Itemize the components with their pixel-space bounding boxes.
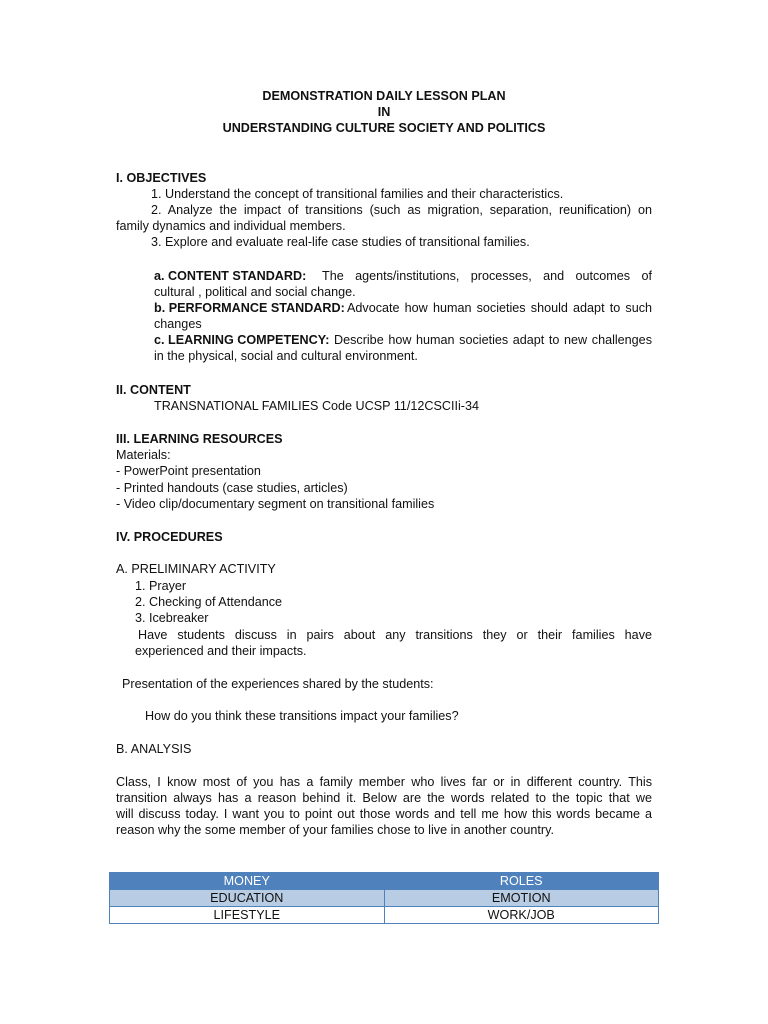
table-row [110, 873, 659, 890]
icebreaker-description-line-1: Have students discuss in pairs about any transitions they or their families have [138, 628, 652, 642]
objective-item-2-line-1: 2. Analyze the impact of transitions (such as migration, separation, reunification) on [151, 203, 652, 217]
learning-competency-label: c. LEARNING COMPETENCY: [154, 333, 330, 347]
procedure-step: 1. Prayer [135, 579, 187, 593]
analysis-paragraph-line: Class, I know most of you has a family member who lives far or in different country. This [116, 775, 652, 789]
table-row [110, 907, 659, 924]
resources-heading: III. LEARNING RESOURCES [116, 432, 283, 446]
content-heading: II. CONTENT [116, 383, 191, 397]
table-row [110, 890, 659, 907]
preliminary-activity-heading: A. PRELIMINARY ACTIVITY [116, 562, 276, 576]
objectives-heading: I. OBJECTIVES [116, 171, 207, 185]
material-item: - PowerPoint presentation [116, 464, 261, 478]
icebreaker-description-line-2: experienced and their impacts. [135, 644, 307, 658]
performance-standard [154, 300, 652, 316]
content-standard-continued: cultural , political and social change. [154, 285, 356, 299]
table-cell: WORK/JOB [384, 907, 659, 924]
analysis-paragraph-line: reason why the some member of your families chose to live in another country. [116, 823, 554, 837]
word-table [109, 872, 659, 924]
content-standard-text: The agents/institutions, processes, and outcomes of [322, 269, 652, 283]
analysis-paragraph-line: transition always has a reason behind it. Below are the words related to the topic that we [116, 791, 652, 805]
procedures-heading: IV. PROCEDURES [116, 530, 223, 544]
content-standard [154, 268, 652, 284]
content-text: TRANSNATIONAL FAMILIES Code UCSP 11/12CSCIIi-34 [154, 399, 479, 413]
performance-standard-label: b. PERFORMANCE STANDARD: [154, 301, 345, 315]
performance-standard-text: Advocate how human societies should adapt to such [347, 301, 652, 315]
objective-item-2-line-2: family dynamics and individual members. [116, 219, 346, 233]
objective-item-1: 1. Understand the concept of transitional families and their characteristics. [151, 187, 564, 201]
analysis-heading: B. ANALYSIS [116, 742, 192, 756]
material-item: - Video clip/documentary segment on transitional families [116, 497, 435, 511]
procedure-step: 3. Icebreaker [135, 611, 209, 625]
learning-competency-text: Describe how human societies adapt to new challenges [334, 333, 652, 347]
table-cell: LIFESTYLE [110, 907, 385, 924]
document-subject: UNDERSTANDING CULTURE SOCIETY AND POLITICS [222, 121, 546, 135]
learning-competency [154, 332, 652, 348]
analysis-paragraph-line: will discuss today. I want you to point out those words and tell me how this words became a [116, 807, 652, 821]
guide-question: How do you think these transitions impact your families? [145, 709, 459, 723]
table-cell: MONEY [110, 873, 385, 890]
content-standard-label: a. CONTENT STANDARD: [154, 269, 307, 283]
table-cell: EMOTION [384, 890, 659, 907]
table-cell: ROLES [384, 873, 659, 890]
objective-item-3: 3. Explore and evaluate real-life case studies of transitional families. [151, 235, 530, 249]
document-title-in: IN [377, 105, 391, 119]
materials-label: Materials: [116, 448, 171, 462]
procedure-step: 2. Checking of Attendance [135, 595, 283, 609]
presentation-text: Presentation of the experiences shared by the students: [122, 677, 434, 691]
table-cell: EDUCATION [110, 890, 385, 907]
material-item: - Printed handouts (case studies, articles) [116, 481, 348, 495]
document-title: DEMONSTRATION DAILY LESSON PLAN [262, 89, 506, 103]
performance-standard-continued: changes [154, 317, 202, 331]
learning-competency-continued: in the physical, social and cultural environment. [154, 349, 418, 363]
